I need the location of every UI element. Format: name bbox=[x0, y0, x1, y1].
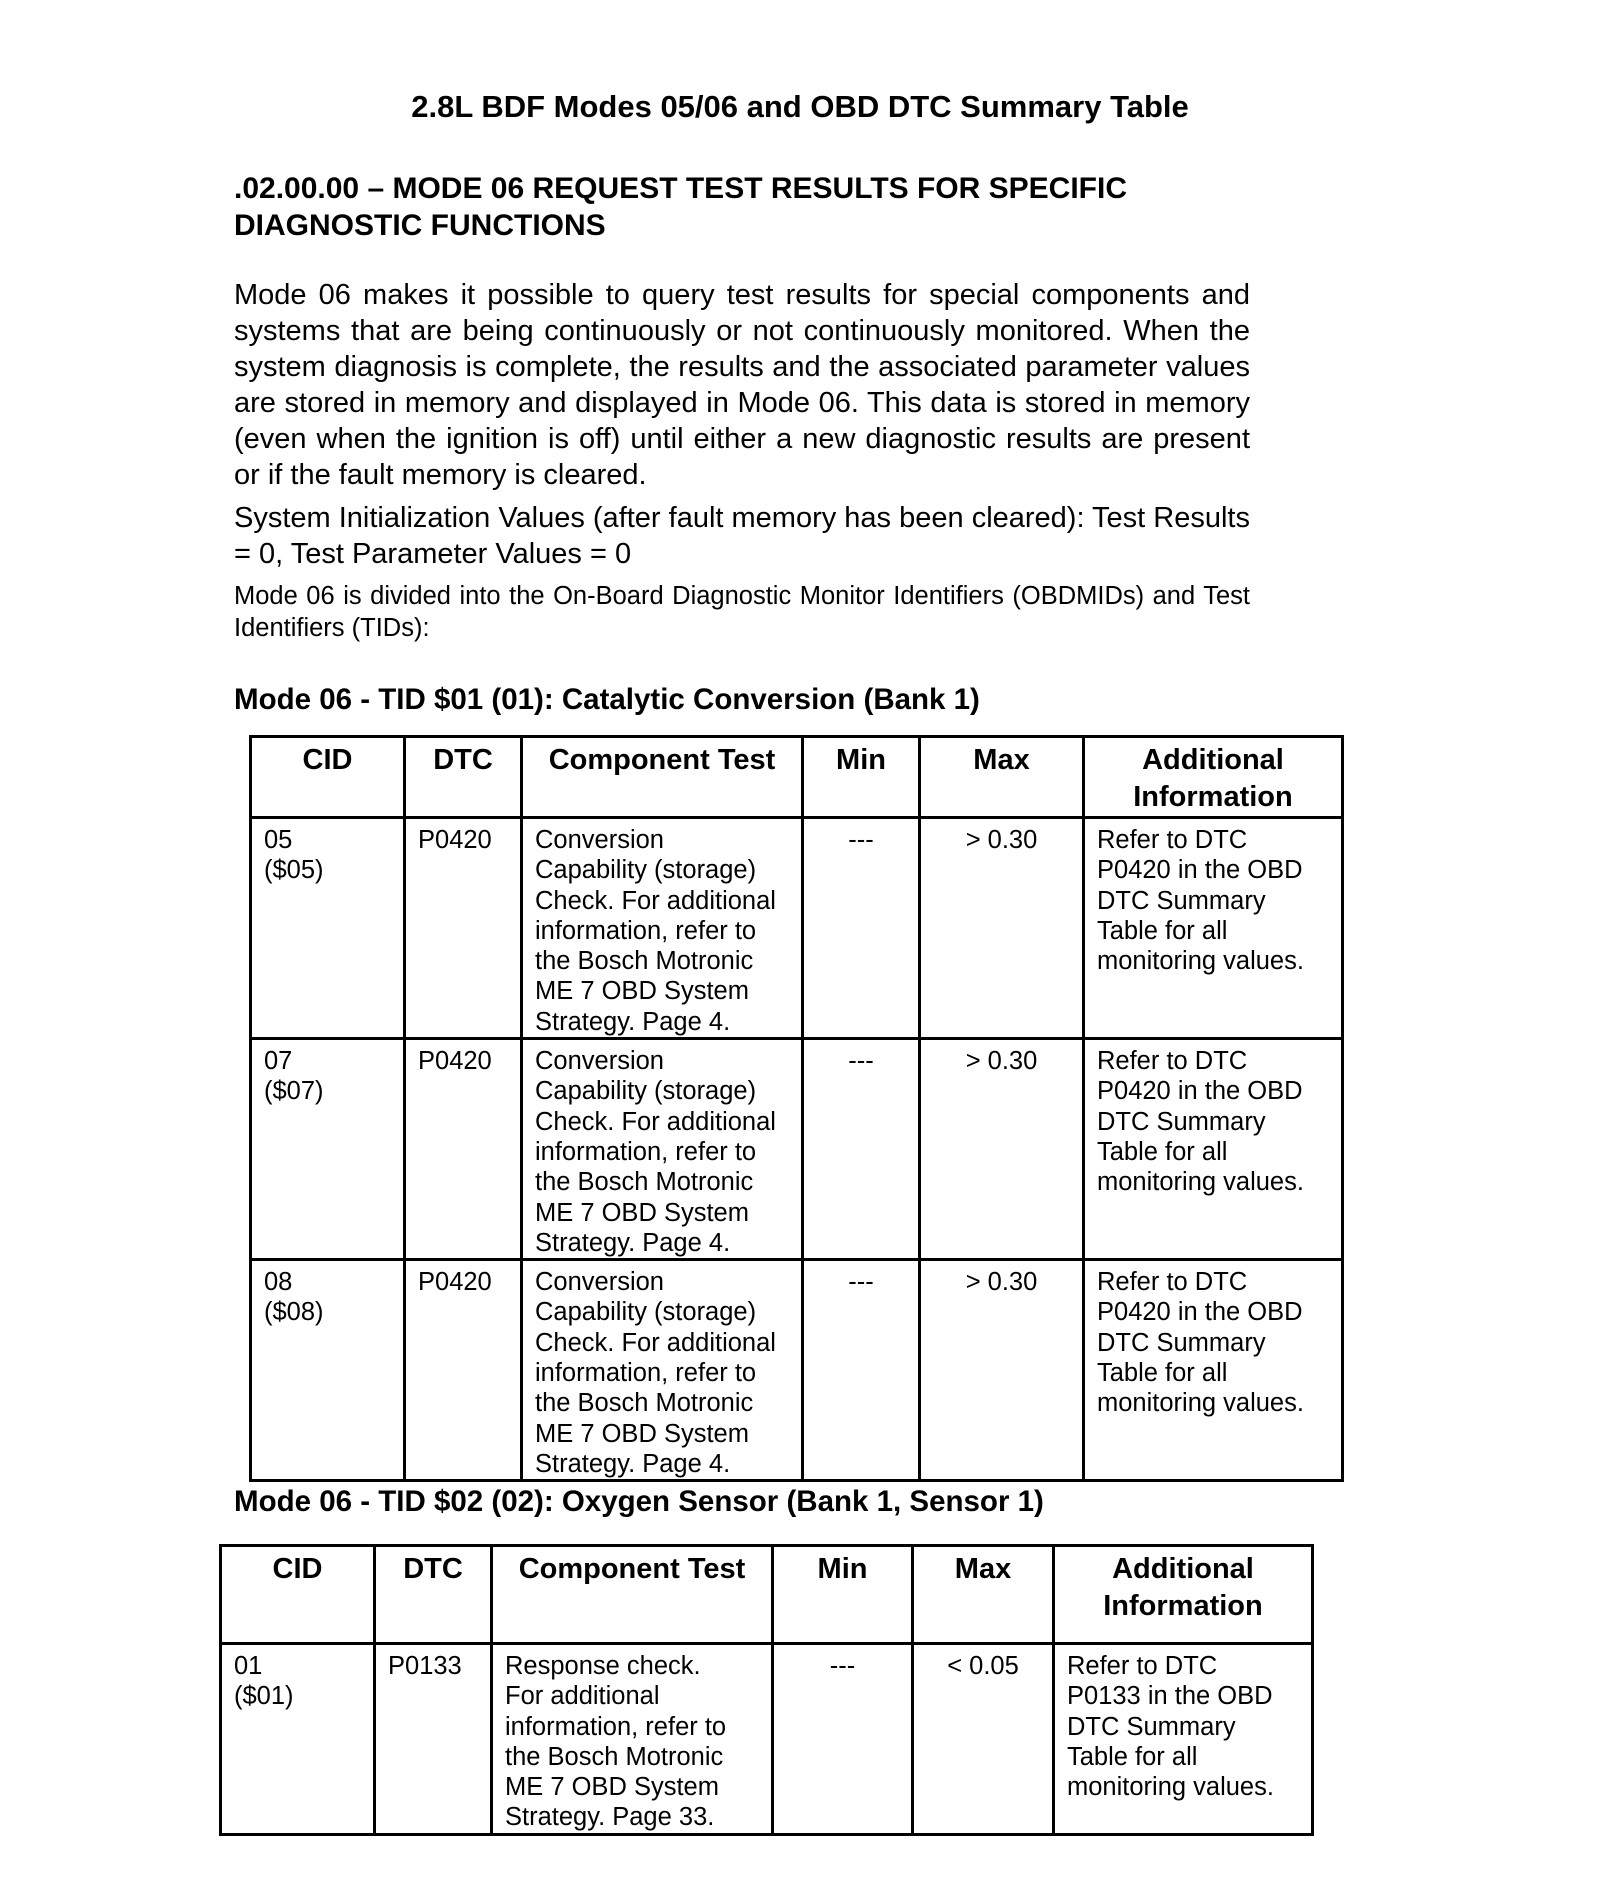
column-header-max: Max bbox=[920, 737, 1084, 818]
column-header-additional-information: Additional Information bbox=[1054, 1546, 1313, 1644]
column-header-component-test: Component Test bbox=[522, 737, 803, 818]
cell-min: --- bbox=[803, 1039, 920, 1260]
table-row bbox=[251, 1260, 1343, 1481]
column-header-max: Max bbox=[913, 1546, 1054, 1644]
cell-cid: 08 ($08) bbox=[251, 1260, 405, 1481]
cell-cid: 01 ($01) bbox=[221, 1644, 375, 1835]
section-heading: .02.00.00 – MODE 06 REQUEST TEST RESULTS FOR SPECIFIC DIAGNOSTIC FUNCTIONS bbox=[234, 172, 1127, 242]
cell-max: > 0.30 bbox=[920, 1260, 1084, 1481]
column-header-cid: CID bbox=[251, 737, 405, 818]
cell-min: --- bbox=[773, 1644, 913, 1835]
column-header-min: Min bbox=[803, 737, 920, 818]
column-header-cid: CID bbox=[221, 1546, 375, 1644]
table-caption-tid-02: Mode 06 - TID $02 (02): Oxygen Sensor (Bank 1, Sensor 1) bbox=[234, 1485, 1044, 1518]
initialization-paragraph: System Initialization Values (after fault memory has been cleared): Test Results = 0, Test Parameter Values = 0 bbox=[234, 502, 1250, 570]
tid-02-table bbox=[219, 1544, 1314, 1836]
cell-min: --- bbox=[803, 818, 920, 1039]
cell-component-test: Conversion Capability (storage) Check. For additional information, refer to the Bosch Motronic ME 7 OBD System Strategy. Page 4. bbox=[522, 1039, 803, 1260]
cell-max: > 0.30 bbox=[920, 1039, 1084, 1260]
cell-cid: 07 ($07) bbox=[251, 1039, 405, 1260]
column-header-additional-information: Additional Information bbox=[1084, 737, 1343, 818]
cell-component-test: Conversion Capability (storage) Check. For additional information, refer to the Bosch Motronic ME 7 OBD System Strategy. Page 4. bbox=[522, 1260, 803, 1481]
column-header-min: Min bbox=[773, 1546, 913, 1644]
table-row bbox=[221, 1644, 1313, 1835]
table-row bbox=[251, 1039, 1343, 1260]
tid-01-table bbox=[249, 735, 1344, 1482]
column-header-component-test: Component Test bbox=[492, 1546, 773, 1644]
cell-dtc: P0133 bbox=[375, 1644, 492, 1835]
document-title: 2.8L BDF Modes 05/06 and OBD DTC Summary Table bbox=[411, 89, 1189, 124]
cell-component-test: Response check. For additional information, refer to the Bosch Motronic ME 7 OBD System Strategy. Page 33. bbox=[492, 1644, 773, 1835]
identifiers-paragraph: Mode 06 is divided into the On-Board Diagnostic Monitor Identifiers (OBDMIDs) and Test Identifiers (TIDs): bbox=[234, 582, 1250, 642]
cell-max: < 0.05 bbox=[913, 1644, 1054, 1835]
cell-min: --- bbox=[803, 1260, 920, 1481]
table-caption-tid-01: Mode 06 - TID $01 (01): Catalytic Conversion (Bank 1) bbox=[234, 683, 980, 716]
column-header-dtc: DTC bbox=[405, 737, 522, 818]
cell-additional-information: Refer to DTC P0133 in the OBD DTC Summary Table for all monitoring values. bbox=[1054, 1644, 1313, 1835]
cell-cid: 05 ($05) bbox=[251, 818, 405, 1039]
table-header-row bbox=[221, 1546, 1313, 1644]
cell-dtc: P0420 bbox=[405, 1039, 522, 1260]
table-row bbox=[251, 818, 1343, 1039]
table-header-row bbox=[251, 737, 1343, 818]
cell-additional-information: Refer to DTC P0420 in the OBD DTC Summary Table for all monitoring values. bbox=[1084, 1039, 1343, 1260]
cell-dtc: P0420 bbox=[405, 818, 522, 1039]
cell-additional-information: Refer to DTC P0420 in the OBD DTC Summary Table for all monitoring values. bbox=[1084, 818, 1343, 1039]
cell-additional-information: Refer to DTC P0420 in the OBD DTC Summary Table for all monitoring values. bbox=[1084, 1260, 1343, 1481]
cell-max: > 0.30 bbox=[920, 818, 1084, 1039]
column-header-dtc: DTC bbox=[375, 1546, 492, 1644]
cell-component-test: Conversion Capability (storage) Check. For additional information, refer to the Bosch Motronic ME 7 OBD System Strategy. Page 4. bbox=[522, 818, 803, 1039]
intro-paragraph: Mode 06 makes it possible to query test results for special components and systems that are being continuously or not continuously monitored. When the system diagnosis is complete, the results and the associated parameter values are stored in memory and displayed in Mode 06. This data is stored in memory (even when the ignition is off) until either a new diagnostic results are present or if the fault memory is cleared. bbox=[234, 279, 1250, 491]
cell-dtc: P0420 bbox=[405, 1260, 522, 1481]
